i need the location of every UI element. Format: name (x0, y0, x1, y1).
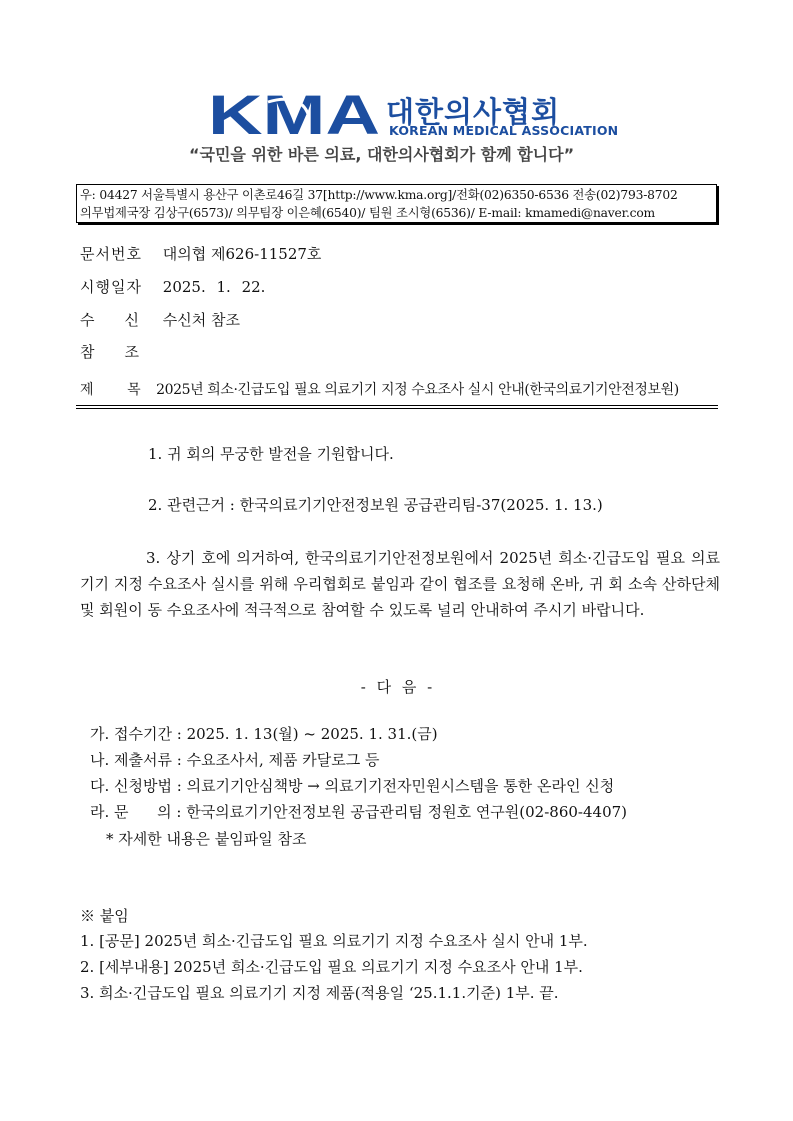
subject-row (80, 379, 679, 399)
contact-line-address: 우: 04427 서울특별시 용산구 이촌로46길 37[http://www.kma.org]/전화(02)6350-6536 전송(02)793-8702 (80, 188, 678, 202)
paragraph-1: 1. 귀 회의 무궁한 발전을 기원합니다. (148, 445, 394, 463)
attachment-item: 1. [공문] 2025년 희소·긴급도입 필요 의료기기 지정 수요조사 실시 안내 1부. (80, 932, 588, 950)
subject-divider-bottom (76, 408, 718, 409)
kma-logo (208, 92, 380, 136)
detail-item: 라. 문 의 : 한국의료기기안전정보원 공급관리팀 정원호 연구원(02-860-4407) (90, 803, 628, 821)
attachment-item: 3. 희소·긴급도입 필요 의료기기 지정 제품(적용일 ‘25.1.1.기준) 1부. 끝. (80, 984, 559, 1002)
attachment-item: 2. [세부내용] 2025년 희소·긴급도입 필요 의료기기 지정 수요조사 안내 1부. (80, 958, 583, 976)
subject-value: 2025년 희소·긴급도입 필요 의료기기 지정 수요조사 실시 안내(한국의료기기안전정보원) (156, 382, 679, 398)
slogan: “국민을 위한 바른 의료, 대한의사협회가 함께 합니다” (189, 145, 575, 164)
doc-number-row (80, 243, 321, 264)
paragraph-3 (80, 545, 720, 623)
doc-number: 대의협 제626-11527호 (162, 245, 322, 263)
reference-label-2: 조 (124, 343, 139, 361)
recipient-label-1: 수 (80, 311, 95, 329)
doc-number-label: 문서번호 (80, 245, 142, 263)
detail-item: 다. 신청방법 : 의료기기안심책방 → 의료기기전자민원시스템을 통한 온라인 신청 (90, 777, 615, 795)
contact-line-staff: 의무법제국장 김상구(6573)/ 의무팀장 이은혜(6540)/ 팀원 조시형(6536)/ E-mail: kmamedi@naver.com (80, 206, 656, 220)
kma-logo-letters: KMA (208, 92, 380, 136)
recipient-label-2: 신 (124, 311, 139, 329)
paragraph-3-text: 3. 상기 호에 의거하여, 한국의료기기안전정보원에서 2025년 희소·긴급도입 필요 의료기기 지정 수요조사 실시를 위해 우리협회로 붙임과 같이 협조를 요청해 온바, 귀 회 소속 산하단체 및 회원이 동 수요조사에 적극적으로 참여할 수 있도록 널리 안내하여 주시기 바랍니다. (80, 549, 720, 619)
date-value: 2025. 1. 22. (162, 278, 266, 296)
date-row (80, 276, 265, 297)
attachments-heading: ※ 붙임 (80, 907, 129, 925)
recipient-row (80, 309, 240, 330)
subject-divider-top (76, 405, 718, 406)
contact-box (76, 184, 717, 223)
date-label: 시행일자 (80, 278, 142, 296)
paragraph-2: 2. 관련근거 : 한국의료기기안전정보원 공급관리팀-37(2025. 1. 13.) (148, 496, 603, 514)
reference-row (80, 341, 158, 362)
detail-item: 나. 제출서류 : 수요조사서, 제품 카달로그 등 (90, 751, 380, 769)
separator-heading: - 다 음 - (360, 678, 433, 696)
detail-note: * 자세한 내용은 붙임파일 참조 (106, 830, 307, 848)
subject-label-2: 목 (127, 382, 141, 398)
reference-label-1: 참 (80, 343, 95, 361)
logo-english-name: KOREAN MEDICAL ASSOCIATION (389, 123, 619, 138)
detail-item: 가. 접수기간 : 2025. 1. 13(월) ~ 2025. 1. 31.(금) (90, 725, 438, 743)
logo-korean-name: 대한의사협회 (386, 95, 561, 129)
recipient-value: 수신처 참조 (162, 311, 240, 329)
subject-label-1: 제 (80, 382, 94, 398)
